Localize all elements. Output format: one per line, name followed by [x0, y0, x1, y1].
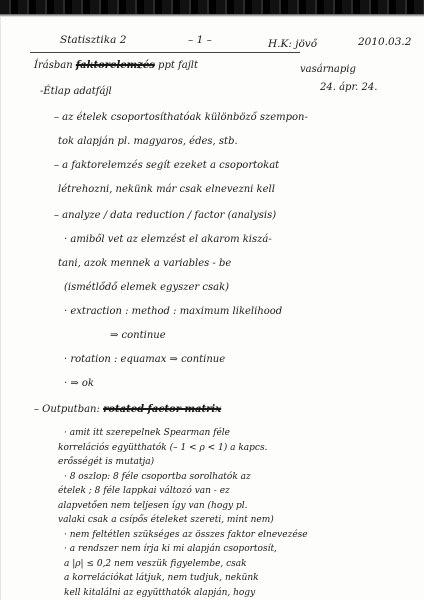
- note-line: valaki csak a csípős ételeket szereti, mint nem): [58, 515, 274, 526]
- note-line: ételek ; 8 féle lappkai változó van - ez: [58, 486, 230, 497]
- output-heading: [34, 404, 221, 416]
- output-heading-struck: rotated factor matrix: [103, 404, 222, 415]
- note-line: · ⇒ ok: [64, 378, 94, 389]
- scan-edge-shadow: [0, 14, 424, 17]
- homework-deadline: vasárnapig: [300, 64, 356, 75]
- note-line: – analyze / data reduction / factor (analysis): [54, 210, 277, 221]
- homework-text-b: ppt fajlt: [154, 60, 199, 71]
- note-line: · nem feltétlen szükséges az összes faktor elnevezése: [64, 529, 308, 540]
- scan-edge-bar: [0, 0, 424, 14]
- note-line: a |ρ| ≤ 0,2 nem veszük figyelembe, csak: [64, 558, 247, 569]
- menu-date: 24. ápr. 24.: [320, 82, 378, 93]
- note-line: – a faktorelemzés segít ezeket a csoportokat: [54, 160, 280, 171]
- homework-note: H.K: jövő: [268, 38, 318, 50]
- note-line: létrehozni, nekünk már csak elnevezni kell: [58, 184, 275, 195]
- page-title: Statisztika 2: [60, 34, 127, 46]
- note-line: · amiből vet az elemzést el akarom kiszá-: [64, 234, 272, 245]
- left-edge: [0, 17, 1, 600]
- note-line: · a rendszer nem írja ki mi alapján csoportosít,: [64, 544, 277, 555]
- note-line: · extraction : method : maximum likelihood: [64, 306, 283, 317]
- note-line: tani, azok mennek a variables - be: [58, 258, 232, 269]
- note-line: a korrelációkat látjuk, nem tudjuk, nekünk: [64, 573, 259, 584]
- note-line: · rotation : equamax ⇒ continue: [64, 354, 226, 365]
- homework-text-a: Írásban: [34, 60, 76, 71]
- note-line: (ismétlődő elemek egyszer csak): [64, 282, 230, 293]
- menu-datafile-line: -Étlap adatfájl: [40, 86, 112, 97]
- note-line: – az ételek csoportosíthatóak különböző szempon-: [54, 112, 308, 123]
- output-heading-prefix: – Outputban:: [34, 404, 104, 415]
- note-line: kell kitalálni az együtthatók alapján, hogy: [64, 588, 256, 598]
- note-line: ⇒ continue: [110, 330, 166, 341]
- note-line: tok alapján pl. magyaros, édes, stb.: [58, 136, 238, 147]
- page-number: – 1 –: [188, 34, 212, 46]
- homework-line: [34, 60, 198, 72]
- note-line: erősségét is mutatja): [58, 457, 155, 468]
- note-line: · 8 oszlop: 8 féle csoportba sorolhatók az: [64, 471, 251, 482]
- note-line: · amit itt szerepelnek Spearman féle: [64, 428, 231, 438]
- note-line: korrelációs együtthatók (– 1 < ρ < 1) a kapcs.: [58, 442, 268, 453]
- title-underline: [30, 52, 300, 53]
- homework-struck: faktorelemzés: [75, 60, 155, 71]
- note-date: 2010.03.2: [358, 36, 412, 48]
- note-line: alapvetően nem teljesen így van (hogy pl.: [58, 500, 248, 511]
